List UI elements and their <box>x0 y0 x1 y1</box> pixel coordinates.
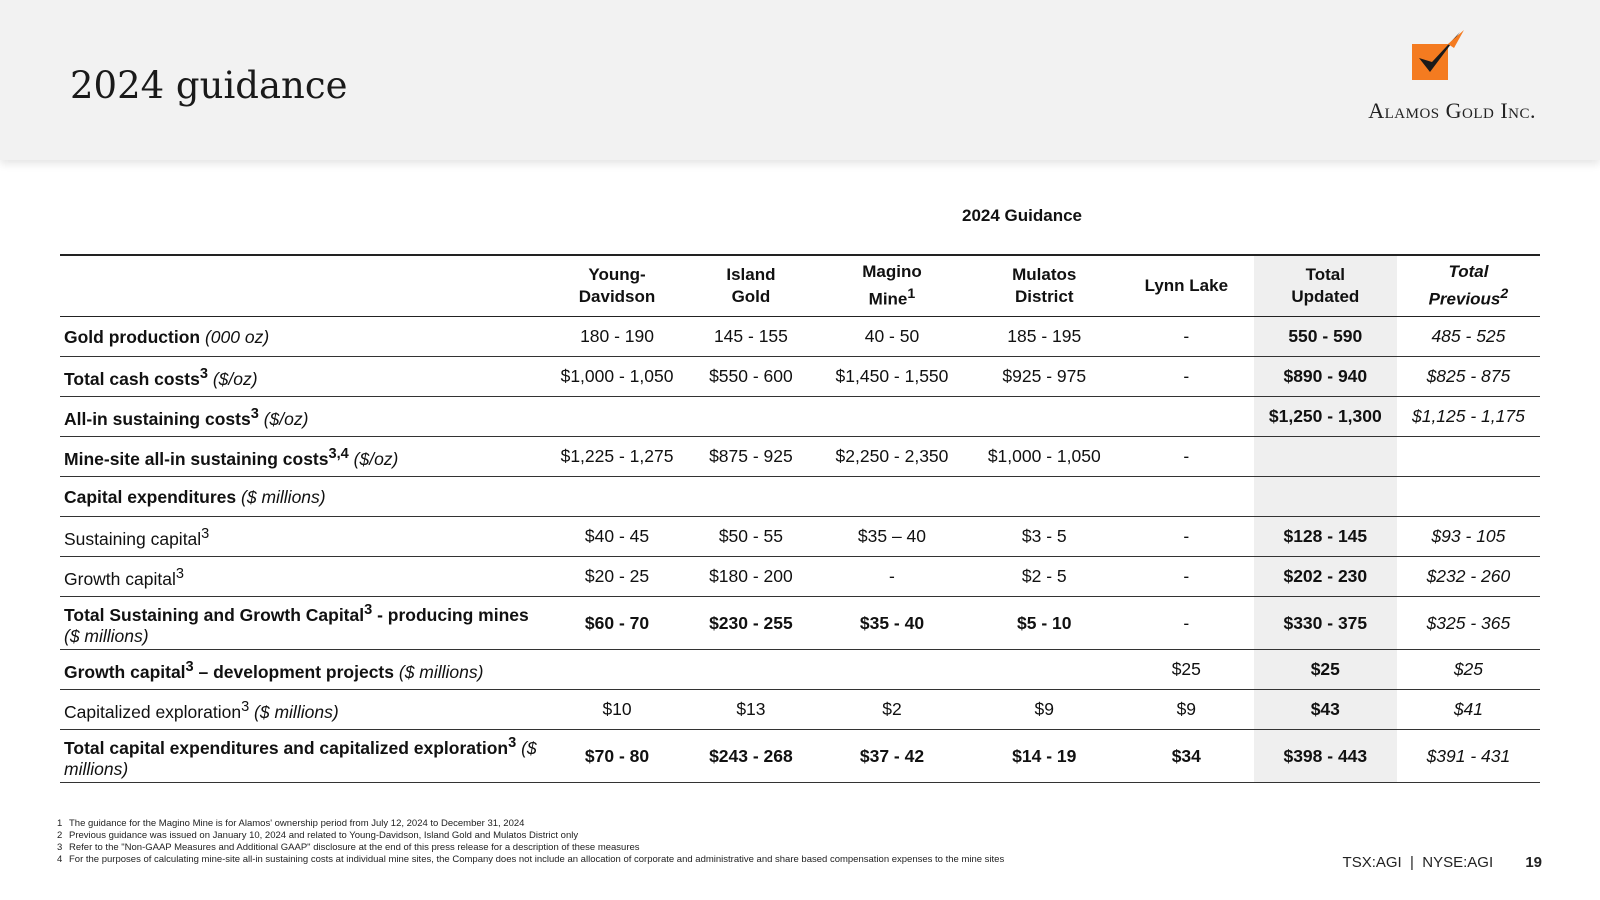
table-cell: $50 - 55 <box>688 517 815 557</box>
row-label: Capitalized exploration$^3$ ($ millions) <box>60 690 547 730</box>
table-cell: $25 <box>1254 650 1397 690</box>
table-cell: - <box>1119 597 1254 650</box>
table-cell: $3 - 5 <box>970 517 1119 557</box>
row-label: Total capital expenditures and capitalized exploration$^3$ ($ millions) <box>60 730 547 783</box>
table-cell: $37 - 42 <box>814 730 969 783</box>
table-cell: $9 <box>970 690 1119 730</box>
table-cell <box>1254 437 1397 477</box>
table-cell <box>547 477 688 517</box>
table-cell: $325 - 365 <box>1397 597 1540 650</box>
table-cell: 485 - 525 <box>1397 317 1540 357</box>
table-cell: $1,000 - 1,050 <box>547 357 688 397</box>
footnote: 1 The guidance for the Magino Mine is for Alamos' ownership period from July 12, 2024 to December 31, 2024 <box>57 818 525 829</box>
col-total-previous: Total Previous$^2$ <box>1397 255 1540 317</box>
table-cell: - <box>1119 357 1254 397</box>
table-cell: $890 - 940 <box>1254 357 1397 397</box>
company-name: Alamos Gold Inc. <box>1368 98 1536 123</box>
table-cell <box>547 650 688 690</box>
table-row <box>60 317 1540 357</box>
stock-tickers: TSX:AGI | NYSE:AGI <box>1342 854 1494 871</box>
table-cell: $391 - 431 <box>1397 730 1540 783</box>
table-cell: $35 - 40 <box>814 597 969 650</box>
company-logo <box>1326 28 1536 128</box>
table-cell: - <box>1119 317 1254 357</box>
table-cell <box>1254 477 1397 517</box>
table-cell: $1,225 - 1,275 <box>547 437 688 477</box>
table-row <box>60 437 1540 477</box>
table-cell: $1,125 - 1,175 <box>1397 397 1540 437</box>
table-row <box>60 517 1540 557</box>
table-cell <box>688 397 815 437</box>
table-cell: $20 - 25 <box>547 557 688 597</box>
table-cell: $25 <box>1119 650 1254 690</box>
table-cell: $93 - 105 <box>1397 517 1540 557</box>
slide-footer <box>1343 854 1542 871</box>
table-row <box>60 397 1540 437</box>
table-cell <box>970 650 1119 690</box>
row-label: Total cash costs$^3$ ($/oz) <box>60 357 547 397</box>
row-label: Growth capital$^3$ <box>60 557 547 597</box>
row-label: Growth capital$^3$ – development projects ($ millions) <box>60 650 547 690</box>
table-cell: $5 - 10 <box>970 597 1119 650</box>
footnote: 2 Previous guidance was issued on January 10, 2024 and related to Young-Davidson, Island Gold and Mulatos District only <box>57 830 579 841</box>
table-cell: $243 - 268 <box>688 730 815 783</box>
table-cell: 40 - 50 <box>814 317 969 357</box>
table-cell <box>814 650 969 690</box>
table-row <box>60 597 1540 650</box>
table-cell: $128 - 145 <box>1254 517 1397 557</box>
table-row <box>60 477 1540 517</box>
table-cell: $550 - 600 <box>688 357 815 397</box>
table-row <box>60 690 1540 730</box>
table-cell: $925 - 975 <box>970 357 1119 397</box>
table-cell: 180 - 190 <box>547 317 688 357</box>
table-cell: - <box>1119 517 1254 557</box>
page-number: 19 <box>1525 854 1542 871</box>
table-cell <box>547 397 688 437</box>
col-lynn-lake: Lynn Lake <box>1119 255 1254 317</box>
table-cell <box>814 477 969 517</box>
table-cell: $1,000 - 1,050 <box>970 437 1119 477</box>
table-cell: $10 <box>547 690 688 730</box>
table-cell: $2 <box>814 690 969 730</box>
table-cell <box>1397 437 1540 477</box>
row-label: Total Sustaining and Growth Capital$^3$ - producing mines ($ millions) <box>60 597 547 650</box>
table-cell: $825 - 875 <box>1397 357 1540 397</box>
footnote: 4 For the purposes of calculating mine-site all-in sustaining costs at individual mine sites, the Company does not include an allocation of corporate and administrative and share based compensation expenses to the mine sites <box>57 854 1005 865</box>
table-cell: $34 <box>1119 730 1254 783</box>
table-cell: - <box>814 557 969 597</box>
row-label: Mine-site all-in sustaining costs$^{3,4}$ ($/oz) <box>60 437 547 477</box>
table-cell: $232 - 260 <box>1397 557 1540 597</box>
table-cell: $398 - 443 <box>1254 730 1397 783</box>
table-cell: $1,250 - 1,300 <box>1254 397 1397 437</box>
table-cell: $2,250 - 2,350 <box>814 437 969 477</box>
table-row <box>60 730 1540 783</box>
table-cell: 185 - 195 <box>970 317 1119 357</box>
table-cell: $230 - 255 <box>688 597 815 650</box>
page-title: 2024 guidance <box>70 64 348 107</box>
table-row <box>60 650 1540 690</box>
col-total-updated: Total Updated <box>1254 255 1397 317</box>
table-cell: $25 <box>1397 650 1540 690</box>
table-cell <box>688 650 815 690</box>
table-cell: $1,450 - 1,550 <box>814 357 969 397</box>
guidance-table <box>60 254 1540 783</box>
table-cell: $13 <box>688 690 815 730</box>
table-cell: $330 - 375 <box>1254 597 1397 650</box>
row-label: Capital expenditures ($ millions) <box>60 477 547 517</box>
guidance-group-label: 2024 Guidance <box>961 206 1082 225</box>
table-row <box>60 357 1540 397</box>
table-cell <box>814 397 969 437</box>
table-cell: $180 - 200 <box>688 557 815 597</box>
col-island-gold: Island Gold <box>688 255 815 317</box>
table-cell: $875 - 925 <box>688 437 815 477</box>
table-header-row <box>60 255 1540 317</box>
col-magino-mine: Magino Mine$^1$ <box>814 255 969 317</box>
col-mulatos-district: Mulatos District <box>970 255 1119 317</box>
table-cell: 145 - 155 <box>688 317 815 357</box>
table-cell: $60 - 70 <box>547 597 688 650</box>
footnotes <box>57 818 1004 866</box>
table-cell: $35 – 40 <box>814 517 969 557</box>
row-label: All-in sustaining costs$^3$ ($/oz) <box>60 397 547 437</box>
header-empty <box>60 255 547 317</box>
row-label: Sustaining capital$^3$ <box>60 517 547 557</box>
table-cell: $2 - 5 <box>970 557 1119 597</box>
table-cell <box>1119 477 1254 517</box>
table-cell: - <box>1119 557 1254 597</box>
table-cell: $43 <box>1254 690 1397 730</box>
table-cell <box>1397 477 1540 517</box>
table-cell: - <box>1119 437 1254 477</box>
table-cell <box>688 477 815 517</box>
table-cell <box>1119 397 1254 437</box>
table-cell: $40 - 45 <box>547 517 688 557</box>
table-cell: $14 - 19 <box>970 730 1119 783</box>
checkmark-logo-icon <box>1410 28 1466 84</box>
table-cell: $9 <box>1119 690 1254 730</box>
table-cell: $202 - 230 <box>1254 557 1397 597</box>
table-cell: 550 - 590 <box>1254 317 1397 357</box>
row-label: Gold production (000 oz) <box>60 317 547 357</box>
table-cell: $70 - 80 <box>547 730 688 783</box>
footnote: 3 Refer to the "Non-GAAP Measures and Additional GAAP" disclosure at the end of this press release for a description of these measures <box>57 842 640 853</box>
table-cell: $41 <box>1397 690 1540 730</box>
table-row <box>60 557 1540 597</box>
col-young-davidson: Young- Davidson <box>547 255 688 317</box>
table-cell <box>970 477 1119 517</box>
slide-header <box>0 0 1600 160</box>
table-cell <box>970 397 1119 437</box>
